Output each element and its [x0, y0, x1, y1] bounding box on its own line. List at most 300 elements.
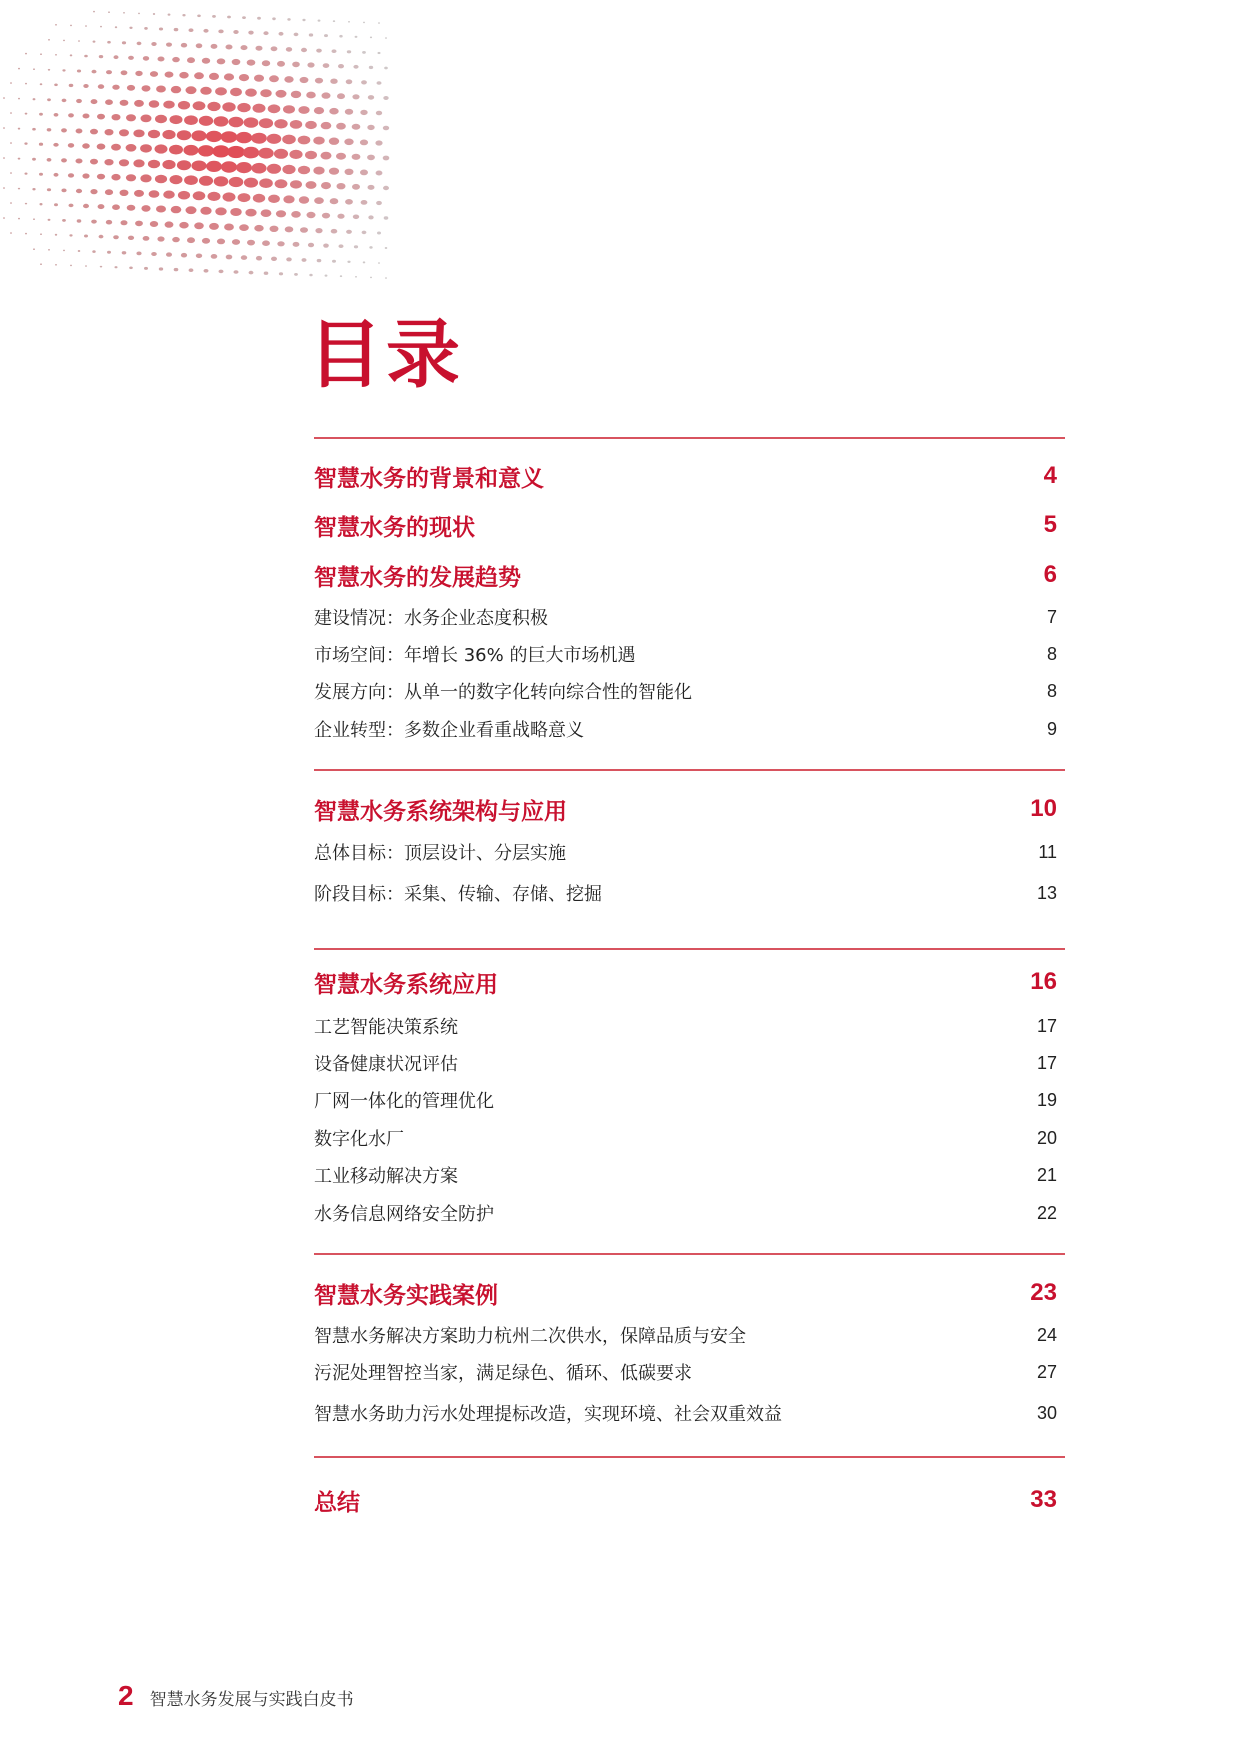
decorative-dot: [128, 56, 134, 60]
decorative-dot: [3, 97, 5, 99]
decorative-dot: [203, 29, 208, 33]
decorative-dot: [233, 30, 238, 34]
decorative-dot: [54, 84, 58, 87]
toc-item-page: 19: [1036, 1089, 1057, 1110]
toc-section-background[interactable]: [314, 460, 1065, 492]
decorative-dot: [267, 164, 281, 174]
decorative-dot: [314, 107, 324, 114]
decorative-dot: [136, 252, 141, 256]
decorative-dot: [194, 222, 204, 229]
decorative-dot: [227, 146, 245, 158]
decorative-dot: [330, 79, 337, 84]
toc-section-status[interactable]: [314, 509, 1065, 541]
decorative-dot: [348, 21, 350, 23]
decorative-dot: [61, 158, 67, 162]
decorative-dot: [177, 130, 191, 140]
decorative-dot: [171, 206, 182, 213]
decorative-dot: [212, 15, 216, 18]
decorative-dot: [222, 102, 235, 111]
decorative-dot: [105, 189, 113, 195]
decorative-dot: [238, 193, 251, 202]
decorative-dot: [378, 22, 380, 24]
decorative-dot: [111, 144, 121, 151]
decorative-dot: [84, 55, 88, 58]
decorative-dot: [18, 128, 20, 130]
decorative-dot: [244, 117, 259, 127]
decorative-dot: [217, 239, 225, 245]
toc-item[interactable]: [314, 880, 1065, 906]
toc-section-page: 16: [1030, 968, 1057, 995]
decorative-dot: [158, 57, 165, 62]
decorative-dot: [115, 266, 118, 268]
decorative-dot: [239, 74, 249, 81]
toc-item[interactable]: [314, 604, 1065, 630]
toc-section-label: 智慧水务的现状: [314, 514, 475, 541]
decorative-dot: [55, 264, 57, 266]
decorative-dot: [344, 139, 353, 146]
decorative-dot: [156, 86, 166, 93]
decorative-dot: [307, 212, 316, 218]
decorative-dot: [384, 67, 388, 70]
decorative-dot: [183, 145, 198, 156]
decorative-dot: [186, 86, 197, 94]
decorative-dot: [299, 196, 309, 203]
decorative-dot: [10, 82, 12, 84]
decorative-dot: [276, 90, 287, 98]
decorative-dot: [92, 250, 95, 253]
decorative-dot: [55, 54, 57, 56]
decorative-dot: [285, 226, 294, 232]
toc-item[interactable]: [314, 716, 1065, 742]
decorative-dot: [3, 187, 5, 189]
decorative-dot: [337, 214, 344, 219]
decorative-dot: [385, 277, 387, 279]
decorative-dot: [354, 245, 358, 248]
decorative-dot: [189, 268, 194, 272]
toc-item-label: 市场空间：年增长 36% 的巨大市场机遇: [314, 645, 636, 666]
toc-section-label: 智慧水务实践案例: [314, 1282, 498, 1309]
decorative-dot: [97, 114, 105, 120]
decorative-dot: [361, 80, 367, 84]
decorative-dot: [91, 220, 97, 224]
toc-section-trends[interactable]: [314, 559, 1065, 591]
decorative-dot: [283, 105, 295, 113]
decorative-dot: [82, 143, 90, 148]
decorative-dot: [119, 159, 129, 166]
decorative-dot: [61, 128, 67, 132]
decorative-dot: [321, 122, 332, 129]
toc-section-label: 智慧水务系统架构与应用: [314, 798, 567, 825]
decorative-dot: [204, 269, 209, 273]
decorative-dot: [308, 243, 314, 248]
decorative-dot: [199, 176, 213, 186]
decorative-dot: [362, 51, 366, 54]
decorative-dot: [307, 62, 314, 67]
toc-item[interactable]: [314, 1050, 1065, 1076]
book-title: 智慧水务发展与实践白皮书: [149, 1690, 354, 1710]
decorative-dot: [298, 166, 310, 175]
decorative-dot: [253, 194, 265, 203]
toc-item-page: 7: [1046, 606, 1057, 627]
decorative-dot: [122, 41, 126, 44]
decorative-dot: [293, 242, 300, 247]
decorative-dot: [10, 112, 12, 114]
decorative-dot: [208, 192, 221, 201]
decorative-dot: [256, 256, 262, 261]
decorative-dot: [90, 159, 98, 165]
decorative-dot: [3, 127, 5, 129]
decorative-dot: [253, 104, 266, 113]
toc-item-label: 污泥处理智控当家，满足绿色、循环、低碳要求: [314, 1363, 692, 1384]
toc-section-page: 4: [1043, 462, 1057, 489]
decorative-dot: [140, 174, 151, 182]
decorative-dot: [193, 101, 206, 110]
decorative-dot: [78, 40, 80, 42]
decorative-dot: [377, 81, 382, 85]
decorative-dot: [378, 262, 380, 264]
decorative-dot: [70, 54, 73, 56]
decorative-dot: [141, 115, 152, 123]
decorative-dot: [355, 36, 358, 38]
toc-item[interactable]: [314, 1322, 1065, 1348]
decorative-dot: [262, 60, 270, 66]
decorative-dot: [345, 199, 353, 205]
decorative-dot: [133, 159, 144, 167]
decorative-dot: [212, 145, 229, 157]
decorative-dot: [48, 69, 50, 71]
decorative-dot: [106, 70, 112, 74]
decorative-dot: [127, 205, 136, 211]
decorative-dot: [376, 171, 383, 176]
toc-item[interactable]: [314, 1400, 1065, 1426]
decorative-dot: [63, 40, 65, 42]
decorative-dot: [162, 130, 175, 139]
decorative-dot: [329, 108, 338, 115]
decorative-dot: [143, 56, 149, 61]
decorative-dot: [352, 184, 360, 190]
decorative-dot: [200, 207, 211, 215]
decorative-dot: [99, 235, 104, 239]
decorative-dot: [85, 25, 87, 27]
decorative-dot: [61, 189, 66, 193]
decorative-dot: [120, 100, 129, 106]
decorative-dot: [33, 218, 35, 220]
decorative-dot: [385, 37, 387, 39]
decorative-dot: [166, 252, 172, 256]
decorative-dot: [148, 160, 160, 169]
decorative-dot: [232, 59, 241, 65]
decorative-dot: [184, 115, 198, 125]
toc-item-page: 8: [1046, 643, 1057, 664]
decorative-dot: [376, 111, 382, 116]
decorative-dot: [70, 25, 72, 27]
decorative-dot: [129, 27, 132, 29]
decorative-dot: [318, 20, 321, 22]
decorative-dot: [113, 235, 119, 239]
decorative-dot: [329, 138, 339, 145]
decorative-dot: [322, 213, 330, 219]
decorative-dot: [172, 57, 180, 62]
decorative-dot: [269, 75, 279, 82]
toc-item[interactable]: [314, 839, 1065, 865]
decorative-dot: [68, 113, 74, 117]
toc-section-label: 智慧水务系统应用: [314, 971, 498, 998]
decorative-dot: [290, 120, 302, 129]
decorative-dot: [191, 130, 206, 141]
decorative-dot: [282, 135, 296, 145]
toc-item-label: 水务信息网络安全防护: [314, 1204, 494, 1225]
decorative-dot: [159, 28, 163, 31]
decorative-dot: [128, 236, 134, 240]
decorative-dot: [10, 142, 12, 144]
decorative-dot: [260, 89, 271, 97]
decorative-dot: [263, 31, 268, 35]
decorative-dot: [221, 131, 238, 143]
toc-item-page: 17: [1036, 1052, 1057, 1073]
decorative-dot: [193, 191, 206, 200]
decorative-dot: [126, 174, 136, 181]
decorative-dot: [120, 190, 129, 196]
decorative-dot: [362, 231, 367, 235]
decorative-dot: [329, 168, 339, 175]
decorative-dot: [370, 277, 372, 279]
decorative-dot: [104, 159, 113, 165]
decorative-dot: [315, 78, 323, 84]
decorative-dot: [333, 20, 335, 22]
decorative-dot: [234, 270, 239, 274]
decorative-dot: [276, 210, 286, 217]
decorative-dot: [368, 215, 373, 219]
decorative-dot: [321, 182, 331, 189]
decorative-dot: [168, 14, 171, 16]
decorative-dot: [76, 189, 82, 193]
decorative-dot: [368, 95, 374, 100]
decorative-dot: [174, 28, 179, 31]
decorative-dot: [78, 250, 81, 252]
decorative-dot: [264, 272, 269, 275]
decorative-dot: [68, 173, 74, 177]
decorative-dot: [40, 53, 42, 55]
decorative-dot: [332, 260, 336, 263]
toc-item[interactable]: [314, 1013, 1065, 1039]
decorative-dot: [270, 226, 279, 232]
decorative-dot: [163, 101, 174, 109]
decorative-dot: [369, 66, 373, 69]
toc-section-page: 23: [1030, 1279, 1057, 1306]
decorative-dot: [306, 181, 317, 189]
toc-section-architecture[interactable]: [314, 793, 1065, 825]
decorative-dot: [144, 267, 148, 270]
decorative-dot: [62, 99, 67, 103]
decorative-dot: [112, 114, 121, 120]
decorative-dot: [92, 70, 97, 74]
decorative-dot: [251, 163, 266, 174]
decorative-dot: [187, 237, 195, 243]
decorative-dot: [48, 219, 51, 221]
decorative-dot: [229, 117, 244, 128]
decorative-dot: [171, 86, 181, 93]
decorative-dot: [323, 63, 330, 68]
decorative-dot: [140, 144, 152, 152]
toc-item[interactable]: [314, 678, 1065, 704]
decorative-dot: [375, 140, 382, 145]
decorative-dot: [259, 178, 273, 188]
decorative-dot: [353, 215, 359, 220]
decorative-dot: [187, 57, 195, 63]
decorative-dot: [384, 216, 389, 219]
decorative-dot: [40, 83, 43, 85]
toc-section-label: 总结: [314, 1489, 360, 1516]
toc-item[interactable]: [314, 1359, 1065, 1385]
decorative-dot: [209, 223, 219, 230]
decorative-dot: [122, 251, 127, 254]
decorative-dot: [197, 15, 201, 18]
decorative-dot: [322, 92, 331, 98]
decorative-dot: [247, 240, 255, 246]
decorative-dot: [165, 221, 174, 227]
toc-item[interactable]: [314, 1125, 1065, 1151]
decorative-dot: [360, 110, 367, 115]
decorative-dot: [256, 46, 263, 51]
decorative-dot: [133, 130, 144, 138]
decorative-dot: [112, 85, 119, 90]
decorative-dot: [215, 207, 226, 215]
toc-item-page: 11: [1038, 841, 1057, 862]
decorative-dot: [151, 252, 157, 256]
decorative-dot: [305, 151, 317, 160]
decorative-dot: [376, 201, 382, 205]
decorative-dot: [179, 72, 188, 79]
decorative-dot: [294, 273, 298, 276]
decorative-dot: [170, 115, 183, 124]
toc-section-applications[interactable]: [314, 966, 1065, 998]
toc-section-summary[interactable]: [314, 1484, 1065, 1516]
decorative-dot: [206, 161, 222, 172]
decorative-dot: [25, 203, 27, 205]
decorative-dot: [219, 270, 224, 274]
decorative-dot: [123, 12, 125, 14]
decorative-dot: [18, 188, 20, 190]
decorative-dot: [243, 147, 259, 159]
decorative-dot: [242, 16, 246, 19]
decorative-dot: [321, 152, 332, 160]
decorative-dot: [353, 65, 358, 69]
decorative-dot: [177, 160, 191, 170]
decorative-dot: [54, 113, 59, 117]
decorative-dot: [339, 35, 342, 38]
decorative-dot: [302, 19, 305, 21]
decorative-dot: [355, 276, 357, 278]
decorative-dot: [47, 98, 51, 101]
decorative-dot: [302, 258, 307, 262]
decorative-dot: [323, 244, 329, 248]
decorative-dot: [148, 130, 160, 139]
decorative-dot: [141, 205, 150, 212]
decorative-dot: [143, 236, 150, 241]
decorative-dot: [267, 134, 282, 144]
decorative-dot: [248, 31, 253, 35]
decorative-dot: [207, 102, 220, 111]
decorative-dot: [363, 261, 366, 263]
decorative-dot: [83, 204, 89, 208]
toc-item[interactable]: [314, 641, 1065, 667]
toc-section-cases[interactable]: [314, 1277, 1065, 1309]
decorative-dot: [339, 244, 344, 248]
decorative-dot: [111, 174, 120, 181]
decorative-dot: [282, 165, 295, 174]
decorative-dot: [271, 46, 278, 51]
decorative-dot: [184, 175, 198, 185]
decorative-dot: [367, 125, 374, 130]
toc-item-label: 企业转型：多数企业看重战略意义: [314, 720, 584, 741]
decorative-dot: [274, 119, 287, 128]
decorative-dot: [98, 84, 104, 89]
decorative-dot: [209, 73, 219, 80]
decorative-dot: [32, 158, 36, 161]
decorative-dot: [121, 220, 128, 225]
decorative-dot: [215, 87, 227, 95]
toc-item[interactable]: [314, 1087, 1065, 1113]
toc-item[interactable]: [314, 1162, 1065, 1188]
toc-item-page: 20: [1036, 1127, 1057, 1148]
decorative-dot: [170, 175, 183, 184]
decorative-dot: [211, 44, 218, 49]
divider: [314, 769, 1065, 771]
decorative-dot: [107, 41, 111, 44]
decorative-dot: [83, 84, 88, 88]
decorative-dot: [314, 197, 324, 204]
decorative-dot: [232, 239, 240, 245]
decorative-dot: [336, 123, 346, 130]
toc-item[interactable]: [314, 1200, 1065, 1226]
decorative-dot: [224, 73, 234, 80]
decorative-dot: [217, 58, 226, 64]
decorative-dot: [32, 188, 35, 190]
decorative-dot: [279, 32, 284, 36]
decorative-dot: [69, 204, 74, 208]
decorative-dot: [33, 68, 35, 70]
toc-item-page: 24: [1036, 1324, 1057, 1345]
decorative-dot: [214, 116, 229, 126]
decorative-dot: [241, 45, 248, 50]
decorative-dot: [245, 89, 257, 97]
decorative-dot: [126, 114, 136, 121]
decorative-dot: [214, 176, 229, 186]
toc-item-label: 建设情况：水务企业态度积极: [314, 608, 548, 629]
decorative-dot: [105, 99, 113, 105]
decorative-dot: [18, 218, 20, 220]
decorative-dot: [245, 209, 256, 217]
decorative-dot: [346, 79, 353, 84]
decorative-dot: [169, 145, 183, 155]
decorative-dot: [221, 161, 237, 172]
decorative-dot: [47, 128, 52, 131]
decorative-dot: [137, 42, 142, 46]
decorative-dot: [249, 271, 254, 275]
toc-section-page: 6: [1043, 561, 1057, 588]
decorative-dot: [261, 209, 272, 217]
decorative-dot: [40, 203, 43, 205]
divider: [314, 948, 1065, 950]
toc-item-page: 22: [1036, 1202, 1057, 1223]
decorative-dot: [121, 70, 128, 75]
decorative-dot: [345, 169, 354, 175]
toc-item-label: 厂网一体化的管理优化: [314, 1091, 494, 1112]
decorative-dot: [155, 115, 167, 123]
decorative-dot: [156, 206, 166, 213]
decorative-dot: [69, 84, 74, 87]
decorative-dot: [230, 208, 241, 216]
